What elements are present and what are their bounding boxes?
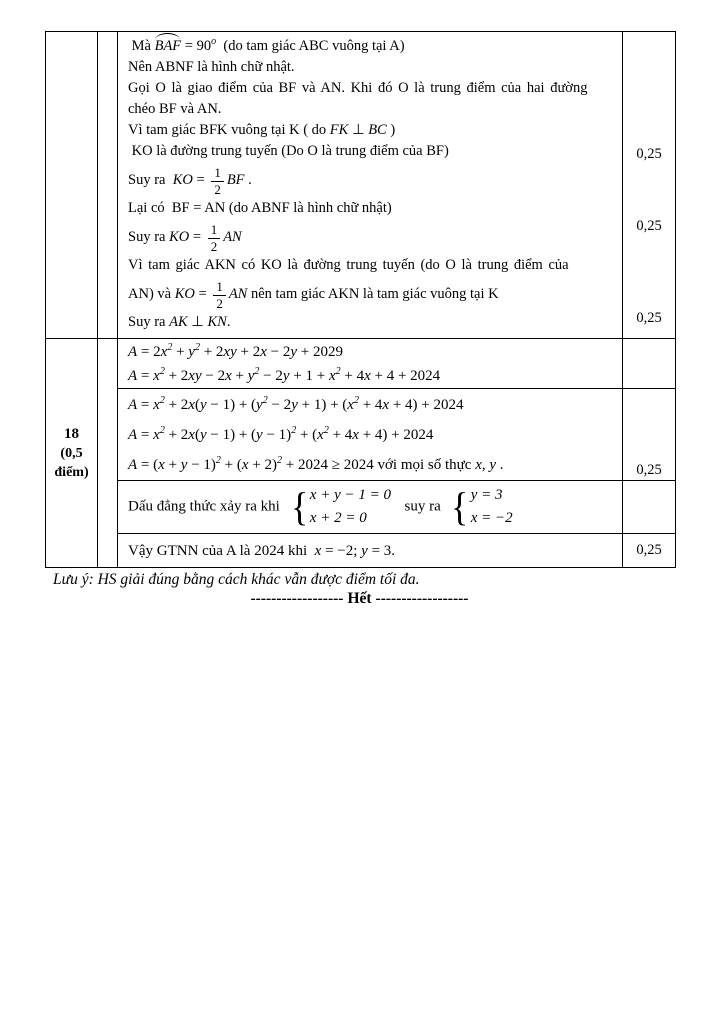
text: = [189, 229, 205, 245]
score-cell [623, 339, 675, 388]
text: Nên ABNF là hình chữ nhật. [128, 59, 295, 75]
content-line [128, 255, 617, 276]
superscript: 2 [159, 365, 165, 377]
fraction-denominator: 2 [214, 181, 221, 197]
text: ( [194, 426, 200, 443]
text: = ( [137, 456, 159, 473]
math-text: AN [228, 286, 248, 302]
end-label: Hết [347, 590, 372, 607]
text: suy ra [396, 498, 445, 515]
content-line [128, 420, 617, 450]
math-text: AK [169, 314, 188, 330]
superscript: 2 [254, 365, 260, 377]
score-value: 0,25 [636, 542, 662, 558]
score-value: 0,25 [636, 146, 662, 162]
text: (do tam giác ABC vuông tại A) [216, 38, 405, 54]
math-text: A [128, 396, 138, 413]
content-line [128, 390, 617, 420]
math-text: x [314, 542, 322, 559]
superscript: o [211, 36, 217, 47]
text: − 1) [262, 426, 292, 443]
math-text: BF [226, 172, 245, 188]
math-text: x [364, 367, 371, 384]
text: + 4) + 2024 [358, 426, 434, 443]
text: Suy ra [128, 172, 173, 188]
math-text: x [188, 426, 195, 443]
system-rows [471, 484, 513, 530]
math-text: y [256, 396, 263, 413]
math-text: A [128, 367, 138, 384]
math-text: y [188, 343, 195, 360]
math-text: y [489, 456, 497, 473]
question-number: 18 [64, 425, 79, 442]
fraction-denominator: 2 [216, 295, 223, 311]
text: + 2 [164, 367, 189, 384]
text: = 90 [181, 38, 212, 54]
math-text: x [317, 426, 324, 443]
fraction-denominator: 2 [210, 238, 218, 254]
text: AN) và [128, 286, 175, 302]
text: + 2 [164, 426, 189, 443]
math-text: AN [223, 229, 242, 245]
note-line: Lưu ý: HS giải đúng bằng cách khác vẫn được điểm tối đa. [53, 571, 420, 588]
superscript: 2 [159, 424, 165, 436]
score-value: 0,25 [636, 218, 662, 234]
text: Suy ra [128, 314, 170, 330]
text: = [192, 172, 209, 188]
text: Mà [128, 38, 155, 54]
block-rows [118, 32, 675, 338]
text: − 2 [201, 367, 226, 384]
superscript: 2 [167, 341, 173, 353]
fraction-numerator: 1 [213, 280, 226, 296]
math-text: x [260, 343, 267, 360]
text: . [226, 314, 231, 330]
math-text: x [160, 343, 168, 360]
equation-system [290, 484, 391, 530]
content-line [128, 36, 617, 57]
score-value: 0,25 [636, 462, 662, 478]
fraction-numerator: 1 [211, 166, 224, 182]
math-text: y [282, 367, 290, 384]
text: + 2 [199, 343, 224, 360]
fraction [213, 280, 226, 310]
content-line [128, 141, 617, 162]
content-line [128, 120, 617, 141]
text: + 4 [358, 396, 383, 413]
math-text: KO [169, 229, 190, 245]
superscript: 2 [291, 424, 297, 436]
system-equation: y = 3 [470, 487, 503, 503]
score-cell [623, 481, 675, 533]
superscript: 2 [194, 341, 200, 353]
question-cell [46, 32, 98, 338]
text: . [244, 172, 252, 188]
superscript: 2 [262, 394, 268, 406]
text: − 2 [267, 396, 292, 413]
math-text: KO [174, 286, 195, 302]
superscript: 2 [323, 424, 329, 436]
text: + 4 + 2024 [370, 367, 441, 384]
score-cell [623, 32, 675, 338]
math-text: x [475, 456, 482, 473]
left-brace-icon: { [290, 484, 308, 529]
fraction [208, 223, 221, 253]
text: + 2029 [297, 343, 343, 360]
math-text: x [158, 456, 165, 473]
math-text: x [352, 426, 359, 443]
score-value: 0,25 [636, 310, 662, 326]
text: Suy ra [128, 229, 170, 245]
math-text: y [199, 426, 207, 443]
text: Vậy GTNN của A là 2024 khi [128, 542, 315, 559]
math-text: y [361, 542, 368, 559]
math-text: y [291, 396, 298, 413]
text: KO là đường trung tuyến (Do O là trung điểm của BF) [128, 143, 449, 159]
equation-system [450, 484, 512, 530]
content-line [128, 450, 617, 480]
text: . [496, 456, 504, 473]
system-equation: x = −2 [470, 510, 513, 526]
content-line [128, 364, 617, 388]
text: + ( [220, 456, 242, 473]
text: + 1 + [289, 367, 329, 384]
content-line [128, 484, 617, 530]
math-text: x [225, 367, 232, 384]
text: = 3. [367, 542, 396, 559]
math-text: KO [172, 172, 193, 188]
text: − 2 [259, 367, 283, 384]
fraction [211, 166, 224, 196]
part-cell [98, 339, 118, 567]
text: = −2; [321, 542, 362, 559]
left-brace-icon: { [451, 484, 469, 529]
math-text: A [128, 456, 138, 473]
math-text: BC [368, 122, 387, 138]
table-row [118, 388, 675, 480]
math-text: xy [223, 343, 237, 360]
text: chéo BF và AN. [128, 101, 222, 117]
answer-table [45, 31, 676, 568]
math-text: x [188, 396, 195, 413]
table-block-q18 [46, 338, 675, 567]
text: + 2 [164, 396, 189, 413]
end-dashes-right: ------------------ [375, 590, 469, 607]
text: + [231, 367, 248, 384]
superscript: 2 [277, 454, 283, 466]
content-line [128, 99, 617, 120]
math-text: x [153, 426, 160, 443]
math-text: x [153, 396, 160, 413]
table-row [118, 533, 675, 567]
text: ⊥ [187, 314, 208, 330]
text: = [137, 367, 154, 384]
math-text: y [180, 456, 188, 473]
text: = [194, 286, 211, 302]
content-line [128, 340, 617, 364]
math-text: x [153, 367, 160, 384]
table-block-q17 [46, 32, 675, 338]
text: Dấu đẳng thức xảy ra khi [128, 498, 284, 515]
text: − 2 [266, 343, 291, 360]
question-points-1: (0,5 [60, 445, 83, 461]
text: − 1) [187, 456, 216, 473]
text: Vì tam giác AKN có KO là đường trung tuyến (do O là trung điểm của [128, 257, 569, 273]
math-text: x [328, 367, 336, 384]
text: Vì tam giác BFK vuông tại K ( do [128, 122, 330, 138]
math-text: y [247, 367, 255, 384]
text: = [137, 426, 154, 443]
content-cell [118, 339, 623, 388]
text: + [164, 456, 181, 473]
text: nên tam giác AKN là tam giác vuông tại K [247, 286, 499, 302]
content-line [128, 57, 617, 78]
text: ⊥ [348, 122, 369, 138]
table-row [118, 480, 675, 533]
system-equation: x + 2 = 0 [309, 510, 367, 526]
superscript: 2 [159, 394, 165, 406]
math-text: y [256, 426, 263, 443]
content-cell [118, 32, 623, 338]
text: + 4 [328, 426, 353, 443]
text: , [481, 456, 490, 473]
content-cell [118, 481, 623, 533]
math-text: x [241, 456, 249, 473]
content-line [128, 219, 617, 255]
text: ) [386, 122, 396, 138]
content-line [128, 276, 617, 312]
text: − 1) + ( [206, 396, 257, 413]
text: + 2 [236, 343, 261, 360]
math-text: xy [188, 367, 202, 384]
question-points-2: điểm) [54, 464, 89, 480]
superscript: 2 [215, 454, 221, 466]
system-equation: x + y − 1 = 0 [309, 487, 391, 503]
text: ( [194, 396, 200, 413]
content-cell [118, 389, 623, 480]
text: Gọi O là giao điểm của BF và AN. Khi đó O là trung điểm của hai đường [128, 80, 588, 96]
superscript: 2 [335, 365, 341, 377]
text: + 1) + ( [297, 396, 348, 413]
superscript: 2 [353, 394, 359, 406]
text: + 4) + 2024 [389, 396, 464, 413]
math-text: y [199, 396, 207, 413]
math-text: A [128, 343, 138, 360]
text: + [172, 343, 189, 360]
end-dashes-left: ------------------ [250, 590, 344, 607]
score-cell [623, 389, 675, 480]
table-row [118, 339, 675, 388]
question-cell [46, 339, 98, 567]
math-text: x [347, 396, 354, 413]
system-rows [310, 484, 391, 530]
content-line [128, 198, 617, 219]
end-line [45, 590, 674, 608]
text: − 1) + ( [206, 426, 257, 443]
content-cell [118, 534, 623, 567]
text: = [137, 396, 154, 413]
text: + 2024 ≥ 2024 với mọi số thực [282, 456, 476, 473]
text: + 4 [340, 367, 365, 384]
math-text: KN [207, 314, 227, 330]
content-line [128, 162, 617, 198]
block-rows [118, 339, 675, 567]
content-line [128, 312, 617, 333]
text: = 2 [137, 343, 161, 360]
math-text: x [382, 396, 390, 413]
table-row [118, 32, 675, 338]
fraction-numerator: 1 [208, 223, 221, 239]
math-text: y [290, 343, 298, 360]
part-cell [98, 32, 118, 338]
math-text: FK [329, 122, 349, 138]
angle-notation: BAF [155, 36, 182, 57]
text: Lại có BF = AN (do ABNF là hình chữ nhật) [128, 200, 392, 216]
text: + ( [296, 426, 318, 443]
content-line [128, 78, 617, 99]
math-text: A [128, 426, 138, 443]
content-line [128, 539, 617, 563]
score-cell [623, 534, 675, 567]
text: + 2) [248, 456, 278, 473]
